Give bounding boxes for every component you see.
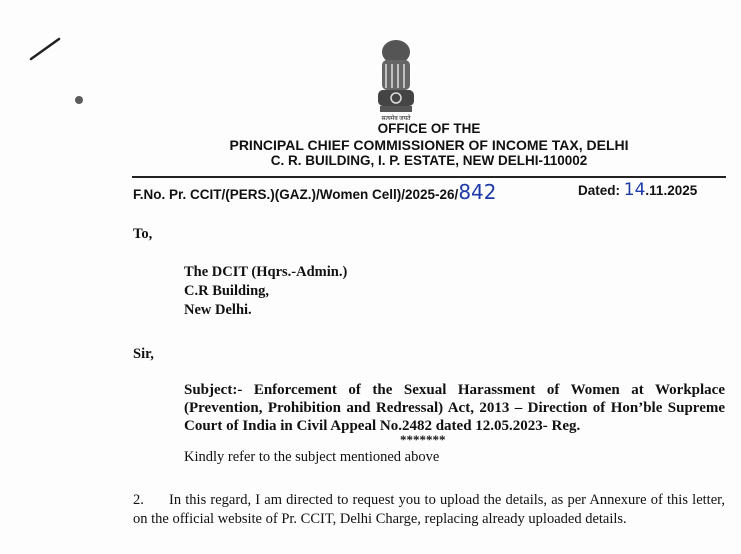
date xyxy=(578,180,697,200)
office-address: C. R. BUILDING, I. P. ESTATE, NEW DELHI-110002 xyxy=(270,153,588,168)
header-divider xyxy=(132,176,726,178)
address-line: The DCIT (Hqrs.-Admin.) xyxy=(184,264,348,280)
recipient-address xyxy=(184,263,347,320)
address-line: C.R Building, xyxy=(184,283,270,299)
file-number-handwritten: 842 xyxy=(458,180,497,204)
date-handwritten-day: 14 xyxy=(623,180,646,200)
date-label: Dated: xyxy=(578,183,621,198)
office-title: OFFICE OF THE xyxy=(377,121,481,136)
subject: Subject:- Enforcement of the Sexual Harassment of Women at Workplace (Prevention, Prohibition and Redressal) Act, 2013 – Direction of Hon’ble Supreme Court of India in Civil Appeal No.2482 dated 12.05.2023- Reg. xyxy=(184,382,725,434)
paragraph-2: 2. In this regard, I am directed to request you to upload the details, as per Annexure of this letter, on the official website of Pr. CCIT, Delhi Charge, replacing already uploaded details. xyxy=(133,492,729,527)
salutation: Sir, xyxy=(133,346,154,362)
address-line: New Delhi. xyxy=(184,302,252,318)
separator-stars: ******* xyxy=(400,432,446,447)
file-number xyxy=(133,180,497,204)
paragraph-1: Kindly refer to the subject mentioned above xyxy=(184,449,440,465)
to-label: To, xyxy=(133,226,153,242)
file-number-text: F.No. Pr. CCIT/(PERS.)(GAZ.)/Women Cell)/2025-26/ xyxy=(133,187,459,202)
date-rest: .11.2025 xyxy=(645,183,698,198)
national-emblem-icon xyxy=(368,38,424,116)
office-name: PRINCIPAL CHIEF COMMISSIONER OF INCOME TAX, DELHI xyxy=(229,137,629,153)
emblem-motto: सत्यमेव जयते xyxy=(381,116,411,122)
